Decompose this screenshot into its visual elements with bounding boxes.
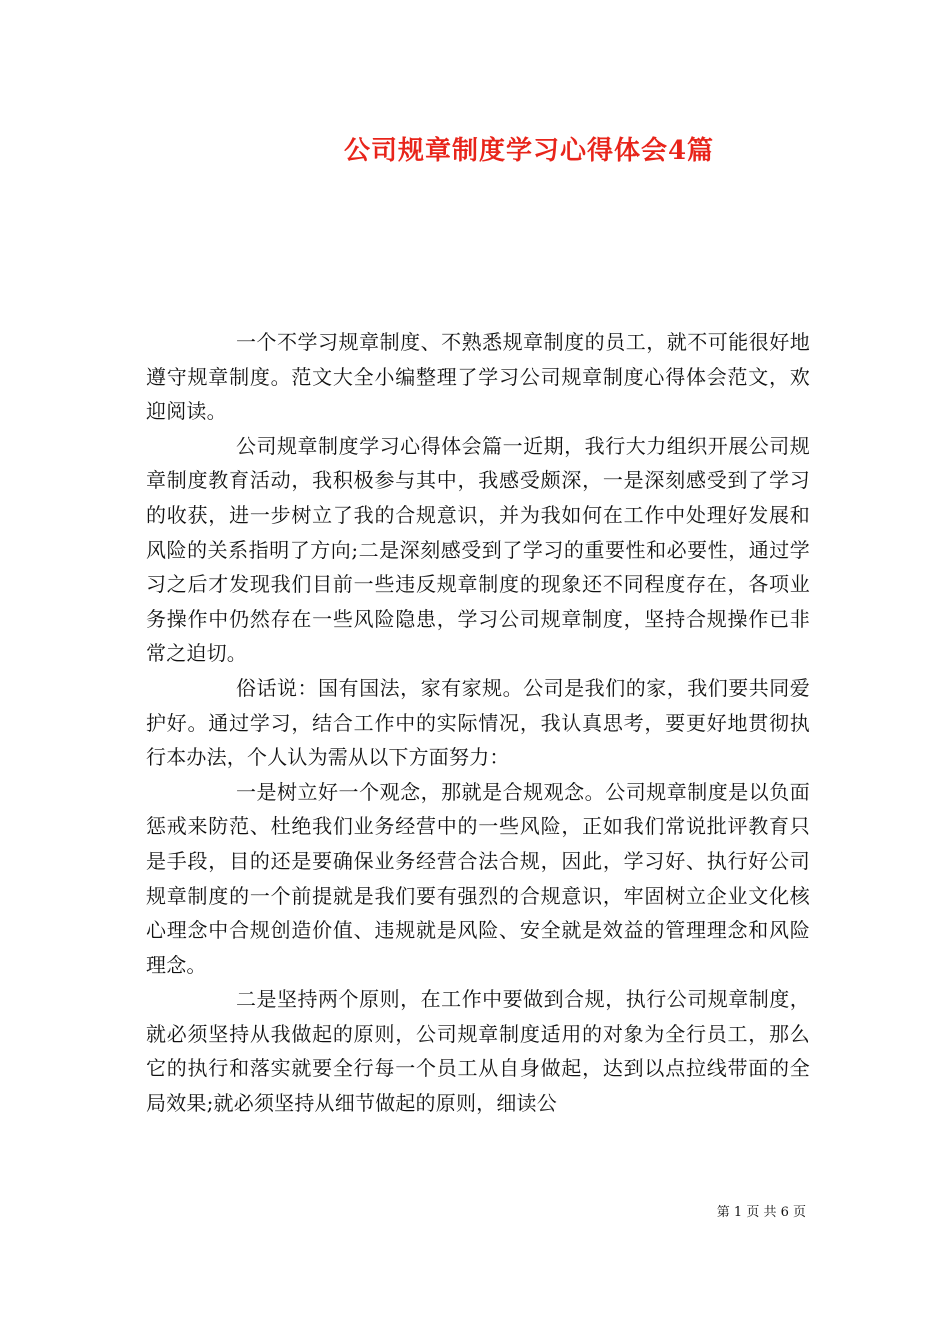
paragraph-point-two: 二是坚持两个原则，在工作中要做到合规，执行公司规章制度，就必须坚持从我做起的原则，公司规章制度适用的对象为全行员工，那么它的执行和落实就要全行每一个员工从自身做起，达到以点拉线带面的全局效果;就必须坚持从细节做起的原则，细读公: [146, 987, 810, 1116]
paragraph-article-one: 公司规章制度学习心得体会篇一近期，我行大力组织开展公司规章制度教育活动，我积极参与其中，我感受颇深，一是深刻感受到了学习的收获，进一步树立了我的合规意识，并为我如何在工作中处理好发展和风险的关系指明了方向;二是深刻感受到了学习的重要性和必要性，通过学习之后才发现我们目前一些违反规章制度的现象还不同程度存在，各项业务操作中仍然存在一些风险隐患，学习公司规章制度，坚持合规操作已非常之迫切。: [146, 433, 810, 666]
paragraph-proverb: 俗话说：国有国法，家有家规。公司是我们的家，我们要共同爱护好。通过学习，结合工作中的实际情况，我认真思考，要更好地贯彻执行本办法，个人认为需从以下方面努力：: [146, 675, 810, 770]
paragraph-intro: 一个不学习规章制度、不熟悉规章制度的员工，就不可能很好地遵守规章制度。范文大全小编整理了学习公司规章制度心得体会范文，欢迎阅读。: [146, 330, 810, 424]
document-body: [146, 325, 810, 1121]
paragraph-point-one: 一是树立好一个观念，那就是合规观念。公司规章制度是以负面惩戒来防范、杜绝我们业务经营中的一些风险，正如我们常说批评教育只是手段，目的还是要确保业务经营合法合规，因此，学习好、执行好公司规章制度的一个前提就是我们要有强烈的合规意识，牢固树立企业文化核心理念中合规创造价值、违规就是风险、安全就是效益的管理理念和风险理念。: [146, 779, 810, 977]
page-number-footer: 第 1 页 共 6 页: [716, 1205, 806, 1220]
document-title: 公司规章制度学习心得体会4篇: [343, 136, 715, 166]
